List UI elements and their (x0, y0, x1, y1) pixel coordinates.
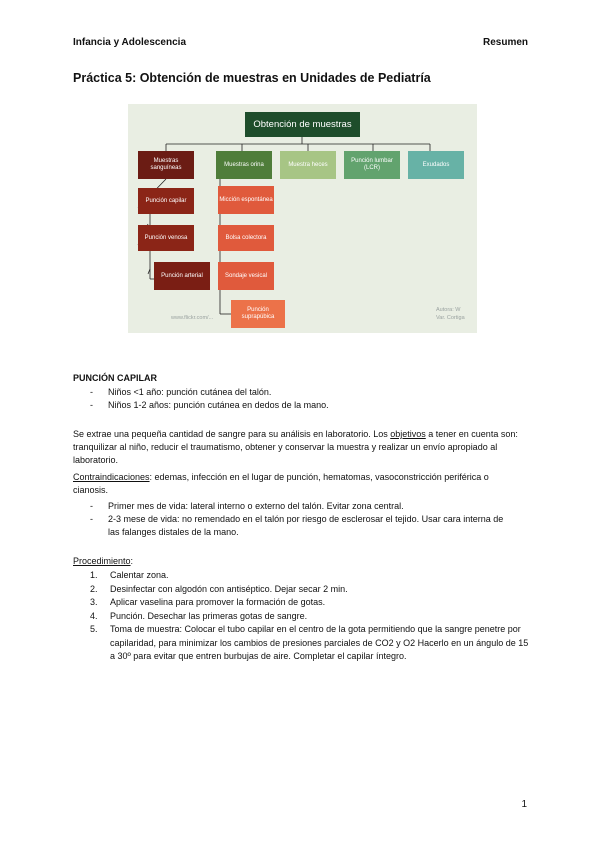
list-item (90, 596, 530, 610)
diagram-watermark-right: Autora: W Var. Cortiga (436, 307, 465, 321)
diagram-watermark-left: www.flickr.com/... (171, 315, 214, 321)
diagram-connectors (128, 104, 477, 333)
urine-suprapubica: Punción suprapúbica (231, 300, 285, 328)
list-item: - 2-3 mese de vida: no remendado en el talón por riesgo de esclerosar el tejido. Usar cara interna de las falanges distales de la mano. (90, 513, 510, 539)
list-item (90, 569, 530, 583)
cat-exudates: Exudados (408, 151, 464, 179)
header-type: Resumen (482, 37, 528, 48)
list-item: - Niños 1-2 años: punción cutánea en dedos de la mano. (90, 399, 329, 412)
page-title: Práctica 5: Obtención de muestras en Unidades de Pediatría (73, 71, 431, 85)
diagram-root: Obtención de muestras (245, 112, 360, 137)
procedure-colon: : (130, 556, 134, 566)
step-text: Calentar zona. (110, 570, 169, 580)
age-list (90, 386, 329, 412)
intro-paragraph (73, 428, 525, 467)
list-item (90, 583, 530, 597)
blood-arterial: Punción arterial (154, 262, 210, 290)
step-number: 3. (90, 597, 98, 607)
intro-text-a: Se extrae una pequeña cantidad de sangre para su análisis en laboratorio. Los (73, 429, 391, 439)
step-number: 1. (90, 570, 98, 580)
header-course: Infancia y Adolescencia (73, 37, 187, 48)
step-text: Desinfectar con algodón con antiséptico. Dejar secar 2 min. (110, 583, 348, 594)
step-number: 2. (90, 583, 98, 594)
blood-venosa: Punción venosa (138, 225, 194, 251)
sample-diagram (128, 104, 477, 333)
urine-sondaje: Sondaje vesical (218, 262, 274, 290)
step-number: 5. (90, 624, 98, 634)
urine-bolsa: Bolsa colectora (218, 225, 274, 251)
page-number: 1 (521, 799, 527, 810)
section-heading: PUNCIÓN CAPILAR (73, 373, 158, 383)
urine-miccion: Micción espontánea (218, 186, 274, 214)
list-item: - Primer mes de vida: lateral interno o externo del talón. Evitar zona central. (90, 500, 510, 513)
procedure-steps (90, 569, 530, 664)
step-text: Punción. Desechar las primeras gotas de sangre. (110, 610, 308, 621)
contra-label: Contraindicaciones (73, 472, 150, 482)
list-item (90, 610, 530, 624)
step-text: Aplicar vaselina para promover la formación de gotas. (110, 597, 326, 607)
procedure-heading (73, 555, 133, 568)
contra-text: : edemas, infección en el lugar de punción, hematomas, vasoconstricción periférica o cianosis. (73, 472, 489, 495)
cat-urine: Muestras orina (216, 151, 272, 179)
step-number: 4. (90, 610, 98, 621)
cat-feces: Muestra heces (280, 151, 336, 179)
cat-blood: Muestras sanguíneas (138, 151, 194, 179)
blood-capilar: Punción capilar (138, 188, 194, 214)
objetivos-label: objetivos (390, 429, 426, 439)
cat-lcr: Punción lumbar (LCR) (344, 151, 400, 179)
contra-list (90, 500, 510, 539)
list-item: - Niños <1 año: punción cutánea del talón. (90, 386, 329, 399)
contra-paragraph (73, 471, 525, 497)
procedure-label: Procedimiento (73, 556, 131, 566)
intro-text-b: a tener en cuenta son: tranquilizar al niño, reducir el traumatismo, obtener y conservar la muestra y realizar un envío apropiado al laboratorio. (73, 429, 518, 465)
list-item (90, 623, 530, 664)
step-text: Toma de muestra: Colocar el tubo capilar en el centro de la gota permitiendo que la sangre penetre por capilaridad, para minimizar los cambios de presiones parciales de CO2 y O2 Hacerlo en un ángulo de 15 a 30º para evitar que entren burbujas de aire. Completar el capilar íntegro. (110, 624, 529, 661)
